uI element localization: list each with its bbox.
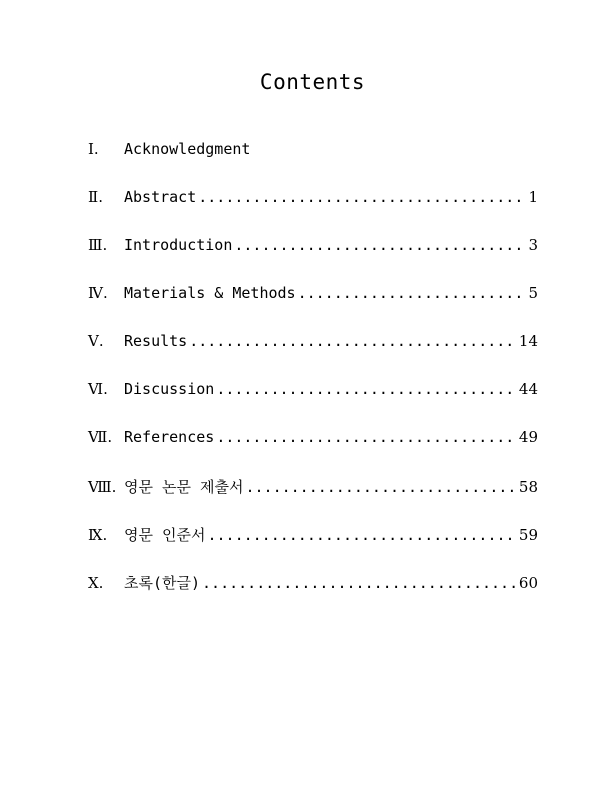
toc-entry-label: 영문 인준서 xyxy=(124,526,206,544)
toc-entry-acknowledgment xyxy=(88,140,538,188)
toc-entry-number: Ⅶ. xyxy=(88,428,113,446)
toc-entry-label: Materials & Methods xyxy=(124,284,296,302)
toc-dot-leader xyxy=(234,236,526,254)
toc-entry-label: References xyxy=(124,428,215,446)
toc-entry-page: 49 xyxy=(518,428,538,446)
toc-entry-page: 14 xyxy=(518,332,538,350)
toc-entry-results xyxy=(88,332,538,380)
toc-dot-leader xyxy=(216,428,517,446)
toc-dot-leader xyxy=(298,284,527,302)
toc-entry-number: Ⅸ. xyxy=(88,526,108,544)
page-title: Contents xyxy=(259,70,366,94)
toc-entry-label: Abstract xyxy=(124,188,197,206)
toc-entry-number: Ⅱ. xyxy=(88,188,103,206)
toc-entry-references xyxy=(88,428,538,476)
toc-entry-abstract xyxy=(88,188,538,236)
toc-entry-page: 1 xyxy=(528,188,538,206)
toc-entry-label: 영문 논문 제출서 xyxy=(124,478,244,496)
toc-entry-page: 58 xyxy=(518,478,538,496)
toc-dot-leader xyxy=(216,380,517,398)
toc-entry-label: Introduction xyxy=(124,236,233,254)
toc-entry-label: Results xyxy=(124,332,188,350)
toc-entry-discussion xyxy=(88,380,538,428)
toc-entry-number: Ⅵ. xyxy=(88,380,108,398)
toc-entry-materials-methods xyxy=(88,284,538,332)
toc-dot-leader xyxy=(202,574,517,592)
toc-dot-leader xyxy=(198,188,526,206)
toc-entry-number: Ⅹ. xyxy=(88,574,104,592)
toc-entry-page: 5 xyxy=(528,284,538,302)
toc-dot-leader xyxy=(189,332,517,350)
toc-entry-number: Ⅰ. xyxy=(88,140,99,158)
toc-dot-leader xyxy=(207,526,516,544)
toc-entry-english-approval xyxy=(88,524,538,572)
toc-entry-page: 60 xyxy=(518,574,538,592)
toc-entry-number: Ⅳ. xyxy=(88,284,108,302)
toc-dot-leader xyxy=(246,478,517,496)
toc-entry-english-paper-submission xyxy=(88,476,538,524)
toc-entry-introduction xyxy=(88,236,538,284)
toc-entry-page: 59 xyxy=(518,526,538,544)
toc-entry-page: 44 xyxy=(518,380,538,398)
toc-entry-label: 초록(한글) xyxy=(124,574,201,592)
table-of-contents xyxy=(88,140,538,620)
toc-entry-label: Discussion xyxy=(124,380,215,398)
toc-entry-page: 3 xyxy=(528,236,538,254)
toc-entry-number: Ⅲ. xyxy=(88,236,108,254)
toc-entry-number: Ⅷ. xyxy=(88,478,117,496)
toc-entry-number: Ⅴ. xyxy=(88,332,104,350)
toc-entry-korean-abstract xyxy=(88,572,538,620)
toc-entry-label: Acknowledgment xyxy=(124,140,251,158)
